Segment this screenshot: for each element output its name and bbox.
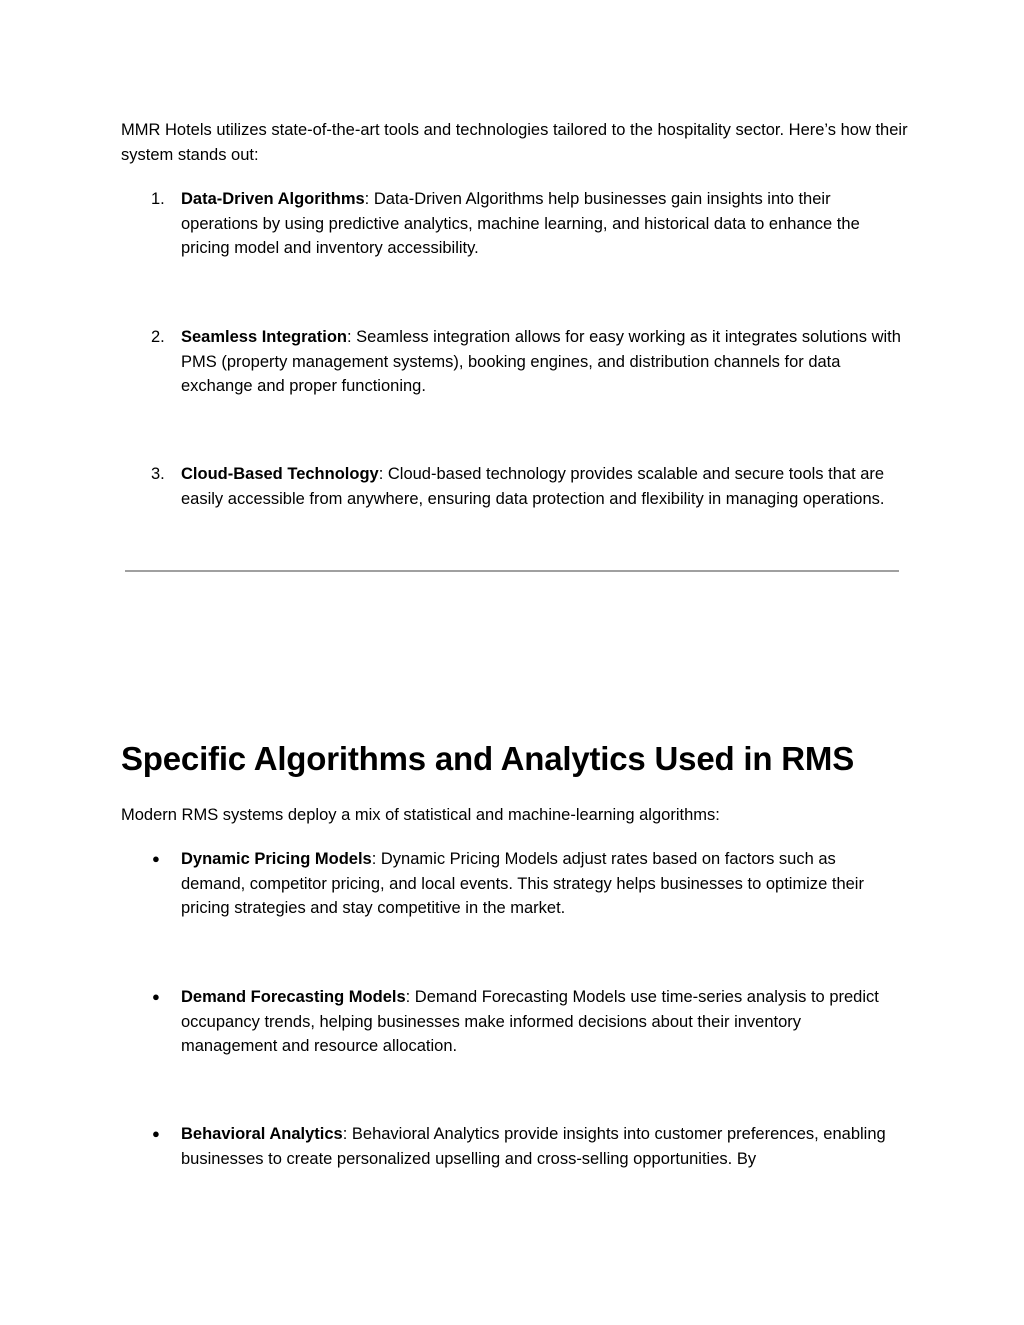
list-item-body (181, 325, 901, 399)
section-heading: Specific Algorithms and Analytics Used in RMS (121, 740, 855, 777)
list-item-text: : Dynamic Pricing Models adjust rates based on factors such as demand, competitor pricing, and local events. This strategy helps businesses to optimize their pricing strategies and stay competitive in the market. (181, 850, 864, 917)
list-item-body (181, 1122, 901, 1171)
bullet-icon: ● (152, 851, 160, 866)
section-intro-paragraph: Modern RMS systems deploy a mix of statistical and machine-learning algorithms: (121, 806, 720, 824)
list-item-term: Data-Driven Algorithms (181, 190, 365, 208)
horizontal-divider (125, 570, 899, 572)
list-item-text: : Data-Driven Algorithms help businesses gain insights into their operations by using predictive analytics, machine learning, and historical data to enhance the pricing model and inventory accessibility. (181, 190, 860, 257)
list-item-text: : Demand Forecasting Models use time-series analysis to predict occupancy trends, helping businesses make informed decisions about their inventory management and resource allocation. (181, 988, 879, 1055)
numbered-list-item (121, 187, 911, 261)
list-item-term: Demand Forecasting Models (181, 988, 406, 1006)
list-item-text: : Cloud-based technology provides scalable and secure tools that are easily accessible from anywhere, ensuring data protection and flexibility in managing operations. (181, 465, 885, 508)
list-item-term: Dynamic Pricing Models (181, 850, 372, 868)
numbered-list-item (121, 325, 911, 399)
bullet-list-item (121, 1122, 911, 1171)
list-item-text: : Seamless integration allows for easy working as it integrates solutions with PMS (property management systems), booking engines, and distribution channels for data exchange and proper functioning. (181, 328, 901, 395)
list-number: 3. (151, 465, 165, 483)
numbered-list-item (121, 462, 911, 511)
bullet-list-item (121, 985, 911, 1059)
list-item-term: Seamless Integration (181, 328, 347, 346)
bullet-icon: ● (152, 989, 160, 1004)
list-item-body (181, 985, 901, 1059)
bullet-list-item (121, 847, 911, 921)
list-item-body (181, 462, 901, 511)
list-item-term: Cloud-Based Technology (181, 465, 379, 483)
list-item-body (181, 187, 901, 261)
list-item-text: : Behavioral Analytics provide insights into customer preferences, enabling businesses to create personalized upselling and cross-selling opportunities. By (181, 1125, 886, 1168)
bullet-icon: ● (152, 1126, 160, 1141)
list-number: 2. (151, 328, 165, 346)
intro-paragraph: MMR Hotels utilizes state-of-the-art tools and technologies tailored to the hospitality sector. Here’s how their system stands out: (121, 121, 908, 164)
list-number: 1. (151, 190, 165, 208)
list-item-term: Behavioral Analytics (181, 1125, 343, 1143)
list-item-body (181, 847, 901, 921)
